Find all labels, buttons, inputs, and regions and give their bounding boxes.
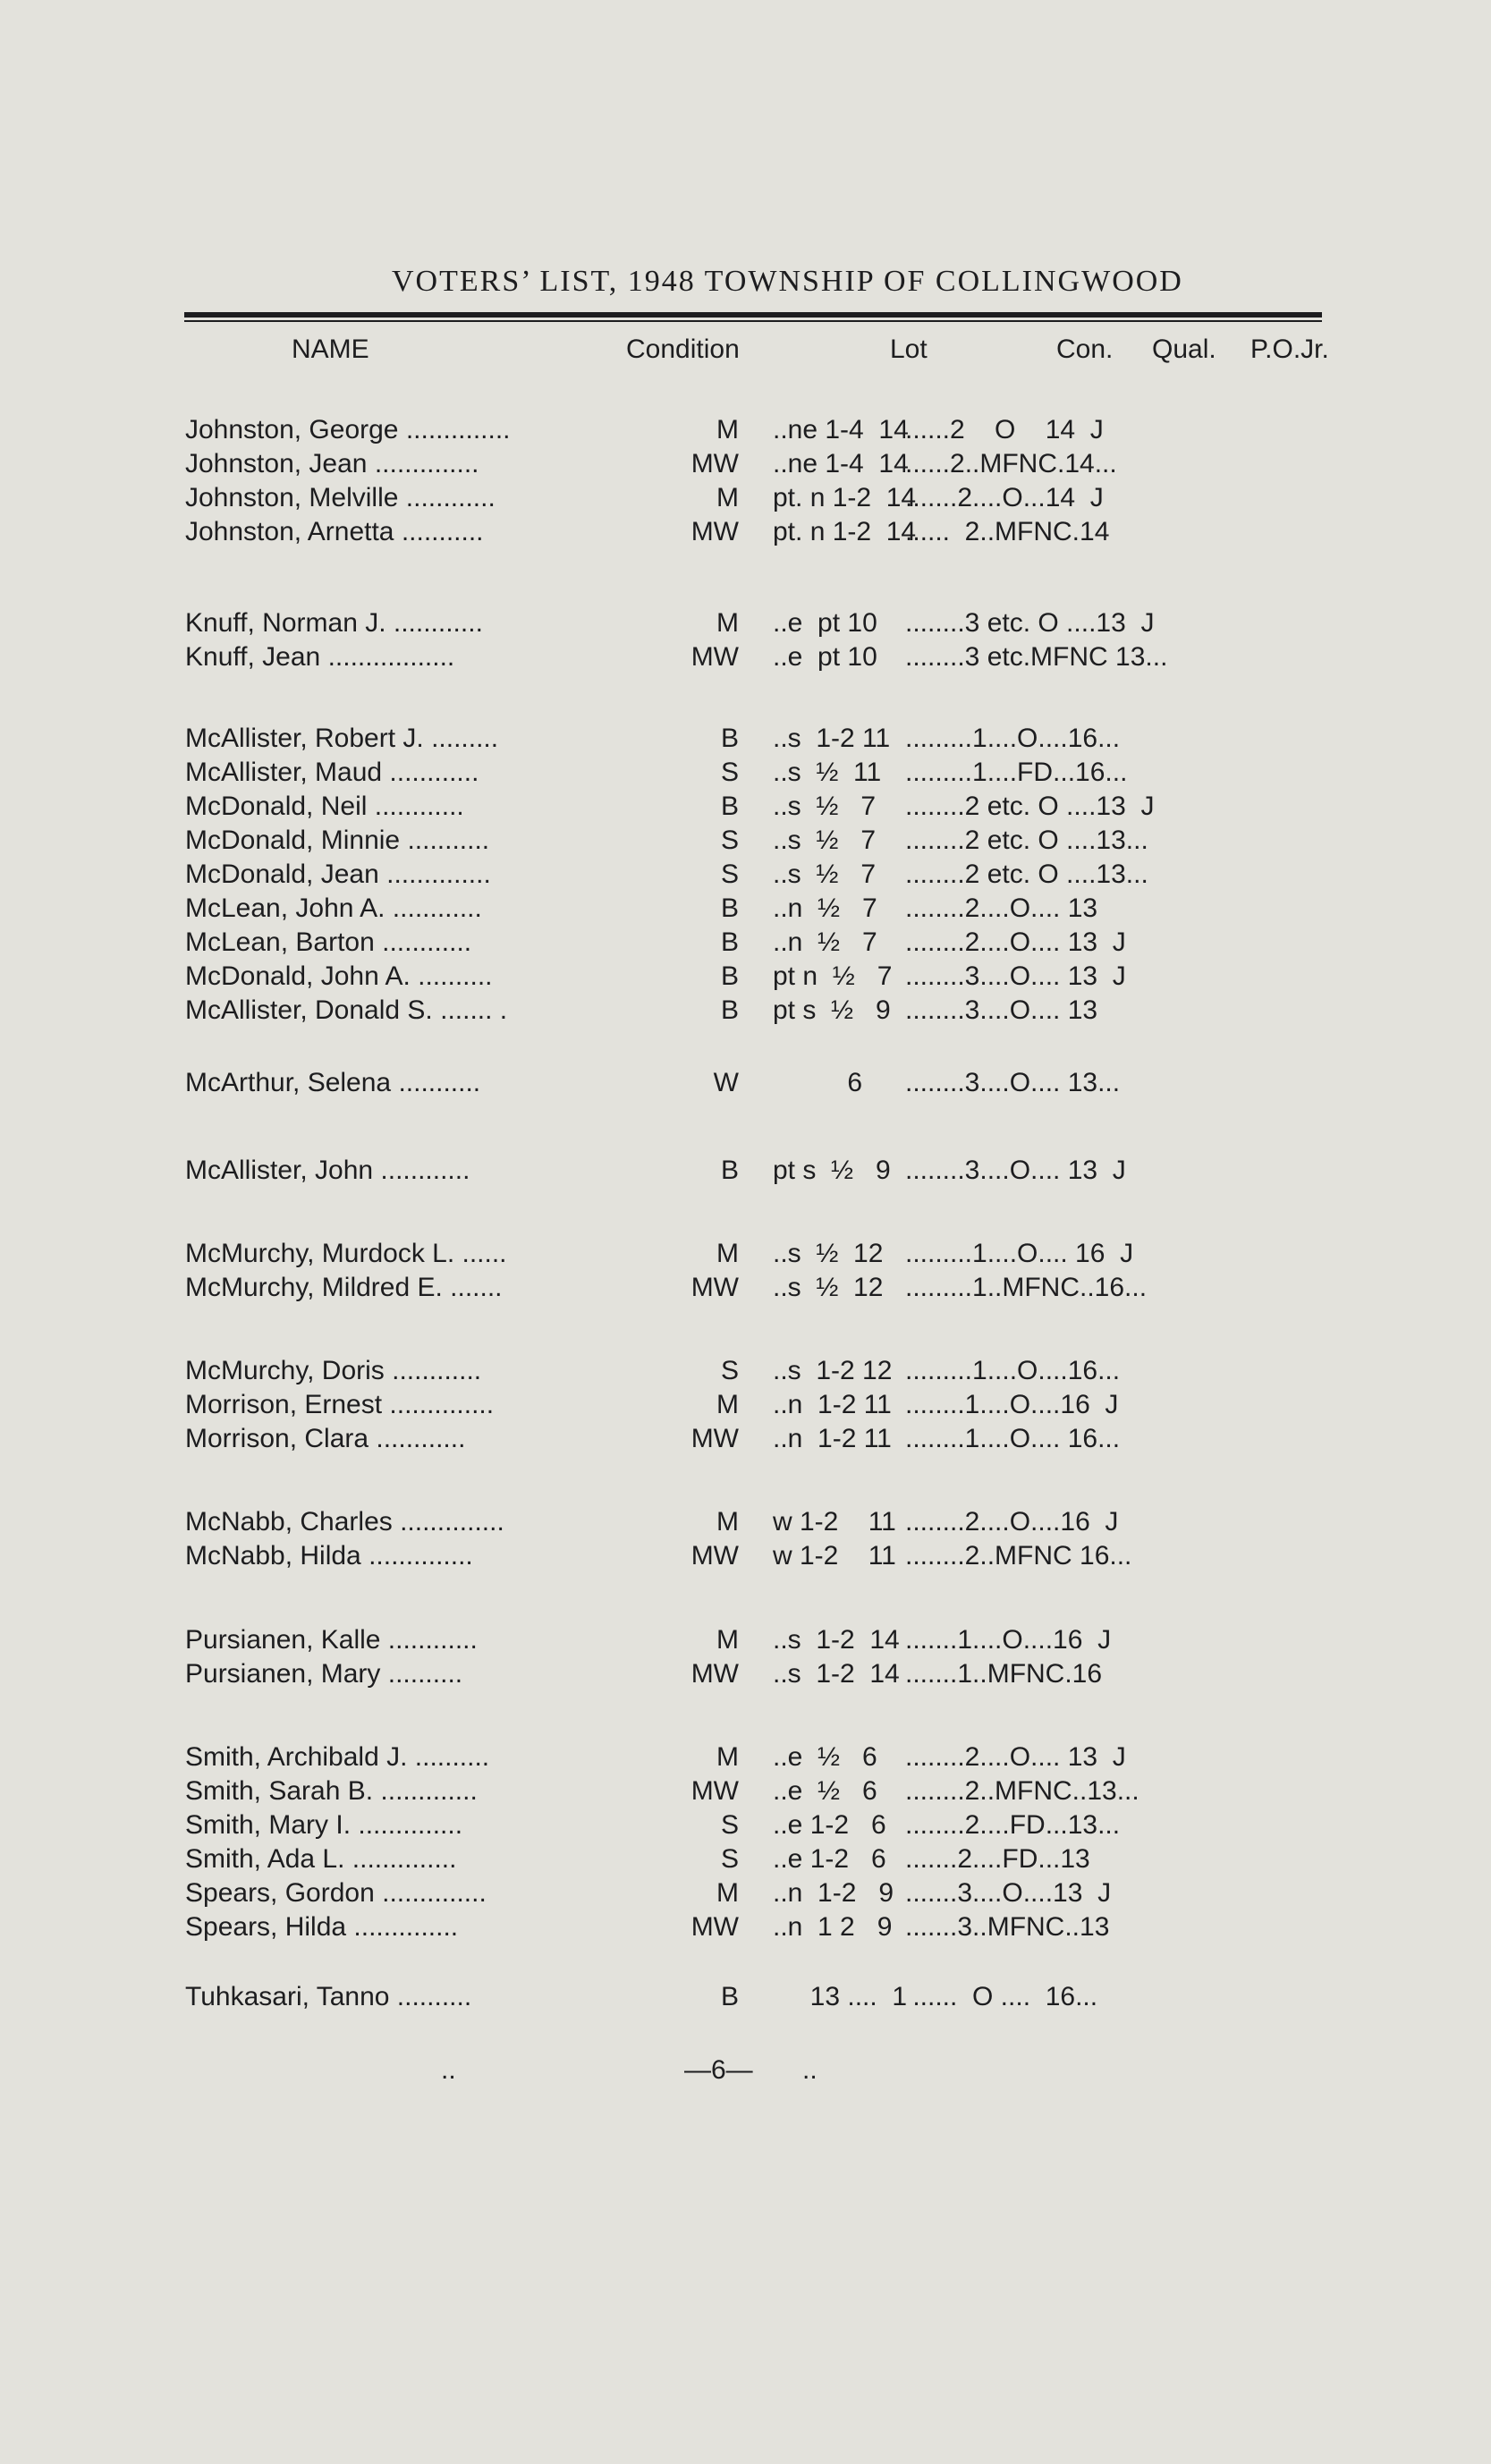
voter-row [0, 1623, 1491, 1657]
footer-dots-left: .. [441, 2055, 456, 2085]
voter-con-qual-po: ........2 etc. O ....13 J [905, 792, 1155, 821]
voter-name: Johnston, George .............. [185, 415, 511, 445]
voter-condition: B [720, 792, 739, 821]
voter-con-qual-po: .........1....FD...16... [905, 758, 1128, 787]
voter-name: McArthur, Selena ........... [185, 1068, 481, 1097]
voter-row [0, 722, 1491, 756]
voter-row [0, 1354, 1491, 1388]
voter-row [0, 824, 1491, 858]
voter-condition: B [720, 995, 739, 1025]
voter-con-qual-po: ........2..MFNC 16... [905, 1541, 1132, 1571]
voter-row [0, 606, 1491, 640]
voter-row [0, 481, 1491, 515]
voter-lot: ..n 1-2 11 [773, 1424, 892, 1453]
voter-condition: M [716, 415, 739, 445]
voter-lot: ..s ½ 11 [773, 758, 882, 787]
voter-name: McNabb, Hilda .............. [185, 1541, 473, 1571]
header-rule-thin [184, 320, 1322, 322]
voter-condition: B [720, 893, 739, 923]
voter-lot: ..n ½ 7 [773, 927, 877, 957]
voter-condition: S [720, 1356, 739, 1385]
voter-con-qual-po: .........1....O....16... [905, 724, 1121, 753]
voter-lot: ..s ½ 7 [773, 792, 877, 821]
voter-row [0, 1774, 1491, 1808]
voter-con-qual-po: .......2....FD...13 [905, 1844, 1090, 1874]
voter-lot: ..e pt 10 [773, 642, 877, 672]
voter-row [0, 413, 1491, 447]
voter-lot: w 1-2 11 [773, 1507, 896, 1537]
voter-con-qual-po: .........1....O....16... [905, 1356, 1121, 1385]
voter-row [0, 926, 1491, 960]
voter-con-qual-po: .........1..MFNC..16... [905, 1273, 1148, 1302]
voter-row [0, 1980, 1491, 2014]
voter-condition: M [716, 1878, 739, 1908]
voter-row [0, 1271, 1491, 1305]
voter-condition: M [716, 1390, 739, 1419]
voter-condition: MW [690, 642, 739, 672]
voter-lot: ..e 1-2 6 [773, 1844, 886, 1874]
voter-row [0, 790, 1491, 824]
voter-condition: MW [690, 1776, 739, 1806]
voter-condition: M [716, 1625, 739, 1655]
voter-con-qual-po: .......3..MFNC..13 [905, 1912, 1110, 1942]
column-header-name: NAME [292, 334, 369, 364]
voter-row [0, 1740, 1491, 1774]
voter-con-qual-po: ........2....O.... 13 J [905, 927, 1126, 957]
voter-row [0, 1808, 1491, 1842]
header-rule-thick [184, 312, 1322, 318]
voter-row [0, 960, 1491, 994]
voter-row [0, 858, 1491, 892]
voter-row [0, 1539, 1491, 1573]
voter-condition: S [720, 1844, 739, 1874]
voter-row [0, 1066, 1491, 1100]
voter-con-qual-po: ........3 etc.MFNC 13... [905, 642, 1168, 672]
voter-con-qual-po: ......2 O 14 J [905, 415, 1104, 445]
voter-name: McLean, Barton ............ [185, 927, 472, 957]
voter-con-qual-po: ...... O .... 16... [905, 1982, 1098, 2011]
voter-condition: B [720, 927, 739, 957]
voter-condition: B [720, 1156, 739, 1185]
voter-name: McDonald, Jean .............. [185, 859, 491, 889]
voter-condition: MW [690, 449, 739, 478]
voter-lot: pt s ½ 9 [773, 1156, 891, 1185]
voter-lot: ..e ½ 6 [773, 1776, 877, 1806]
voter-name: McAllister, Robert J. ......... [185, 724, 499, 753]
voter-name: Smith, Ada L. .............. [185, 1844, 457, 1874]
voter-row [0, 515, 1491, 549]
voter-con-qual-po: .......3....O....13 J [905, 1878, 1112, 1908]
voter-con-qual-po: .......1....O....16 J [905, 1625, 1112, 1655]
voter-name: McLean, John A. ............ [185, 893, 482, 923]
voter-condition: MW [690, 1912, 739, 1942]
voter-con-qual-po: ........2....O.... 13 J [905, 1742, 1126, 1772]
voter-name: Morrison, Ernest .............. [185, 1390, 495, 1419]
voter-lot: 6 [773, 1068, 863, 1097]
voter-lot: ..n 1-2 9 [773, 1878, 894, 1908]
voter-con-qual-po: ...... 2..MFNC.14 [905, 517, 1110, 546]
voter-condition: B [720, 1982, 739, 2011]
column-header-con: Con. [1056, 334, 1114, 364]
voter-name: Knuff, Jean ................. [185, 642, 455, 672]
page-number: —6— [684, 2055, 753, 2085]
voter-row [0, 1154, 1491, 1188]
voter-name: McAllister, Donald S. ....... . [185, 995, 508, 1025]
voter-lot: ..s 1-2 12 [773, 1356, 893, 1385]
voter-lot: w 1-2 11 [773, 1541, 896, 1571]
voter-condition: B [720, 961, 739, 991]
voter-name: Pursianen, Kalle ............ [185, 1625, 478, 1655]
voter-name: Spears, Gordon .............. [185, 1878, 487, 1908]
voter-condition: MW [690, 517, 739, 546]
voter-lot: ..s ½ 7 [773, 826, 877, 855]
voter-lot: pt. n 1-2 14 [773, 483, 917, 512]
voter-name: Smith, Sarah B. ............. [185, 1776, 478, 1806]
page-title: VOTERS’ LIST, 1948 TOWNSHIP OF COLLINGWOOD [392, 265, 1183, 298]
voter-lot: ..n 1-2 11 [773, 1390, 892, 1419]
voter-name: McMurchy, Mildred E. ....... [185, 1273, 503, 1302]
column-header-qual: Qual. [1152, 334, 1216, 364]
voter-name: Johnston, Jean .............. [185, 449, 479, 478]
voter-name: McAllister, Maud ............ [185, 758, 479, 787]
voter-condition: M [716, 1742, 739, 1772]
voter-lot: ..e 1-2 6 [773, 1810, 886, 1840]
voter-name: McNabb, Charles .............. [185, 1507, 504, 1537]
voter-name: Johnston, Arnetta ........... [185, 517, 484, 546]
voter-lot: pt. n 1-2 14 [773, 517, 917, 546]
voter-con-qual-po: ........3....O.... 13 [905, 995, 1098, 1025]
voter-lot: ..s 1-2 14 [773, 1625, 900, 1655]
voter-condition: S [720, 1810, 739, 1840]
voter-name: Knuff, Norman J. ............ [185, 608, 483, 638]
voter-name: McMurchy, Doris ............ [185, 1356, 482, 1385]
voter-lot: 13 .... 1 [773, 1982, 908, 2011]
voter-name: McDonald, John A. .......... [185, 961, 493, 991]
voter-lot: ..n ½ 7 [773, 893, 877, 923]
voter-name: Johnston, Melville ............ [185, 483, 496, 512]
column-header-condition: Condition [626, 334, 740, 364]
voter-name: McMurchy, Murdock L. ...... [185, 1239, 507, 1268]
voter-con-qual-po: ........1....O.... 16... [905, 1424, 1121, 1453]
footer-dots-right: .. [802, 2055, 818, 2085]
voter-lot: ..s ½ 7 [773, 859, 877, 889]
voter-name: Pursianen, Mary .......... [185, 1659, 463, 1689]
voter-row [0, 1842, 1491, 1876]
voter-con-qual-po: ........1....O....16 J [905, 1390, 1119, 1419]
voter-lot: ..s ½ 12 [773, 1239, 884, 1268]
voter-condition: M [716, 608, 739, 638]
voter-condition: B [720, 724, 739, 753]
voter-lot: pt s ½ 9 [773, 995, 891, 1025]
voter-con-qual-po: ........3....O.... 13 J [905, 1156, 1126, 1185]
voter-condition: M [716, 1507, 739, 1537]
voter-lot: ..e ½ 6 [773, 1742, 877, 1772]
voter-con-qual-po: ........2 etc. O ....13... [905, 826, 1148, 855]
voter-name: Morrison, Clara ............ [185, 1424, 466, 1453]
voter-row [0, 994, 1491, 1028]
voter-condition: MW [690, 1273, 739, 1302]
voter-con-qual-po: .......2....O...14 J [905, 483, 1104, 512]
voter-condition: W [713, 1068, 739, 1097]
voter-name: Smith, Archibald J. .......... [185, 1742, 490, 1772]
voter-name: McDonald, Minnie ........... [185, 826, 490, 855]
voter-con-qual-po: .........1....O.... 16 J [905, 1239, 1134, 1268]
column-header-lot: Lot [890, 334, 928, 364]
voter-lot: pt n ½ 7 [773, 961, 893, 991]
voter-row [0, 447, 1491, 481]
voter-condition: S [720, 758, 739, 787]
voter-lot: ..ne 1-4 14 [773, 449, 909, 478]
voter-condition: M [716, 1239, 739, 1268]
voter-con-qual-po: ........2....O.... 13 [905, 893, 1098, 923]
voter-condition: MW [690, 1541, 739, 1571]
voter-name: Tuhkasari, Tanno .......... [185, 1982, 472, 2011]
voter-con-qual-po: ........3 etc. O ....13 J [905, 608, 1155, 638]
voter-row [0, 1388, 1491, 1422]
voter-con-qual-po: ........3....O.... 13... [905, 1068, 1121, 1097]
voter-condition: S [720, 826, 739, 855]
voter-lot: ..s 1-2 14 [773, 1659, 900, 1689]
voter-name: Spears, Hilda .............. [185, 1912, 459, 1942]
voter-lot: ..s 1-2 11 [773, 724, 891, 753]
voter-lot: ..e pt 10 [773, 608, 877, 638]
voter-con-qual-po: ........2....O....16 J [905, 1507, 1119, 1537]
voter-row [0, 892, 1491, 926]
voter-row [0, 1505, 1491, 1539]
voter-row [0, 1422, 1491, 1456]
voter-row [0, 1876, 1491, 1910]
voter-con-qual-po: ........2..MFNC..13... [905, 1776, 1139, 1806]
column-header-po-jr: P.O.Jr. [1250, 334, 1329, 364]
voter-condition: MW [690, 1424, 739, 1453]
voter-con-qual-po: ........3....O.... 13 J [905, 961, 1126, 991]
voter-condition: S [720, 859, 739, 889]
voter-con-qual-po: ........2....FD...13... [905, 1810, 1121, 1840]
voter-condition: MW [690, 1659, 739, 1689]
voter-row [0, 1237, 1491, 1271]
voter-row [0, 1657, 1491, 1691]
voter-name: McDonald, Neil ............ [185, 792, 464, 821]
voter-row [0, 640, 1491, 674]
voter-name: McAllister, John ............ [185, 1156, 470, 1185]
voter-row [0, 1910, 1491, 1944]
voter-lot: ..s ½ 12 [773, 1273, 884, 1302]
voter-con-qual-po: ........2 etc. O ....13... [905, 859, 1148, 889]
voter-name: Smith, Mary I. .............. [185, 1810, 463, 1840]
voter-condition: M [716, 483, 739, 512]
voter-row [0, 756, 1491, 790]
voter-con-qual-po: ......2..MFNC.14... [905, 449, 1117, 478]
voter-con-qual-po: .......1..MFNC.16 [905, 1659, 1103, 1689]
voter-lot: ..n 1 2 9 [773, 1912, 893, 1942]
voter-lot: ..ne 1-4 14 [773, 415, 909, 445]
